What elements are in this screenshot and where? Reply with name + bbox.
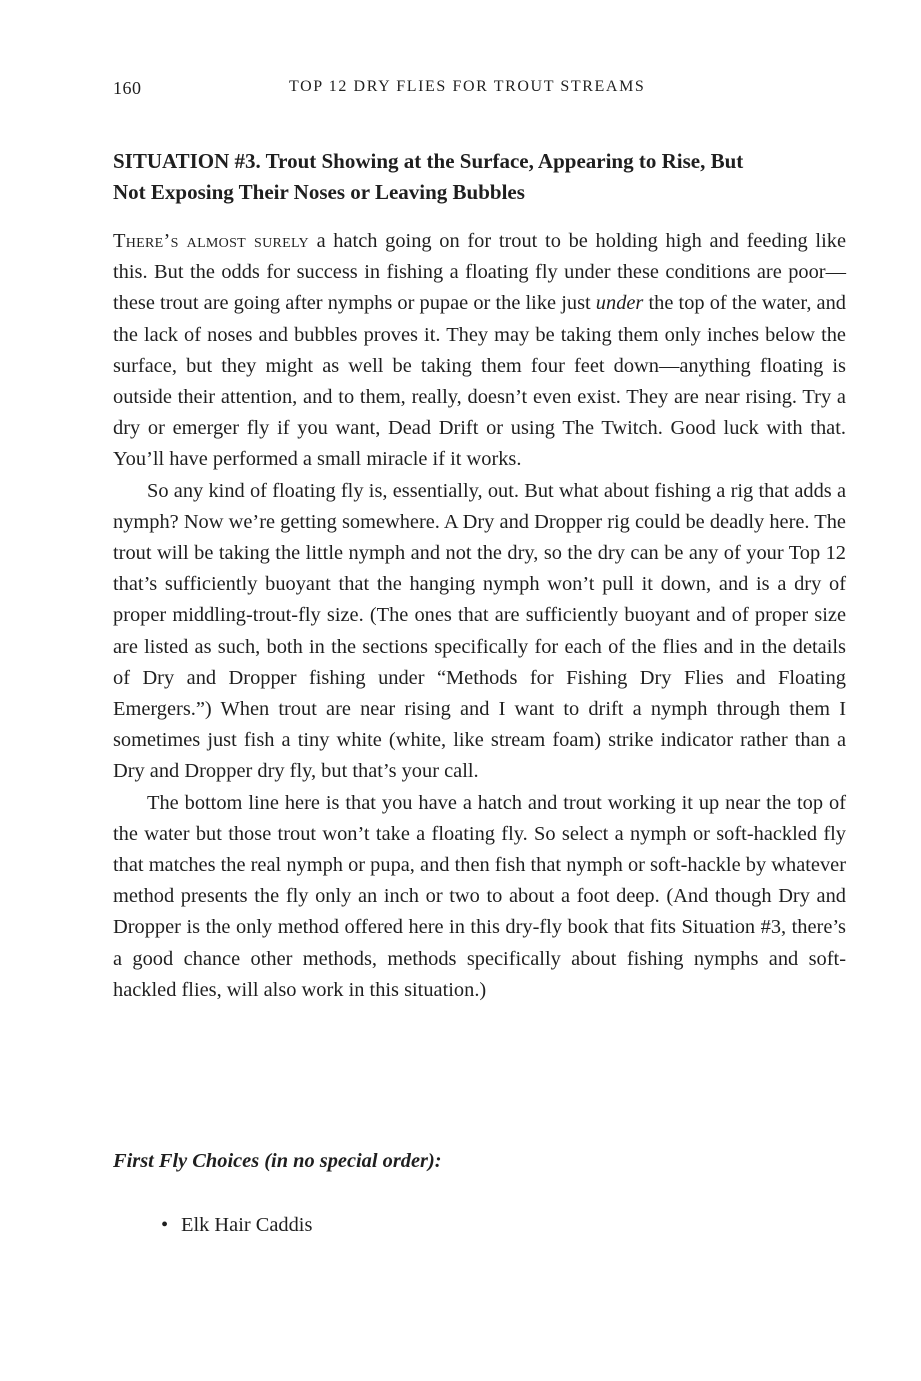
list-item	[113, 1210, 312, 1240]
paragraph-2: So any kind of floating fly is, essentially, out. But what about fishing a rig that adds a nymph? Now we’re getting somewhere. A Dry and Dropper rig could be deadly here. The trout will be taking the little nymph and not the dry, so the dry can be any of your Top 12 that’s sufficiently buoyant that the hanging nymph won’t pull it down, and is a dry of proper middling-trout-fly size. (The ones that are sufficiently buoyant and of proper size are listed as such, both in the sections specifically for each of the flies and in the details of Dry and Dropper fishing under “Methods for Fishing Dry Flies and Floating Emergers.”) When trout are near rising and I want to drift a nymph through them I sometimes just fish a tiny white (white, like stream foam) strike indicator rather than a Dry and Dropper dry fly, but that’s your call.	[113, 479, 846, 783]
first-fly-choices-heading: First Fly Choices (in no special order):	[113, 1150, 442, 1172]
section-heading-line-1: SITUATION #3. Trout Showing at the Surface, Appearing to Rise, But	[113, 149, 744, 173]
bullet-icon: •	[161, 1214, 169, 1236]
section-heading-line-2: Not Exposing Their Noses or Leaving Bubbles	[113, 180, 525, 204]
paragraph-1-part-a: a hatch going on for trout to be holding high and feeding like this. But the odds for success in fishing a floating fly under these conditions are poor—these trout are going after nymphs or pupae or the like just	[113, 230, 846, 315]
section-heading	[113, 146, 846, 208]
paragraph-1	[113, 226, 846, 476]
running-head	[113, 78, 846, 100]
paragraph-1-emphasis: under	[595, 292, 644, 315]
paragraph-1-lead-in: There’s almost surely	[113, 230, 309, 252]
paragraph-1-part-b: the top of the water, and the lack of noses and bubbles proves it. They may be taking them only inches below the surface, but they might as well be taking them four feet down—anything floating is outside their attention, and to them, really, doesn’t even exist. They are near rising. Try a dry or emerger fly if you want, Dead Drift or using The Twitch. Good luck with that. You’ll have performed a small miracle if it works.	[113, 292, 846, 471]
body-text	[113, 226, 846, 1006]
running-title: TOP 12 DRY FLIES FOR TROUT STREAMS	[289, 78, 646, 95]
page-number: 160	[113, 78, 142, 98]
paragraph-3: The bottom line here is that you have a hatch and trout working it up near the top of the water but those trout won’t take a floating fly. So select a nymph or soft-hackled fly that matches the real nymph or pupa, and then fish that nymph or soft-hackle by whatever method presents the fly only an inch or two to about a foot deep. (And though Dry and Dropper is the only method offered here in this dry-fly book that fits Situation #3, there’s a good chance other methods, methods specifically about fishing nymphs and soft-hackled flies, will also work in this situation.)	[113, 791, 846, 1001]
list-item-label: Elk Hair Caddis	[181, 1214, 313, 1236]
fly-choices-list	[113, 1210, 312, 1240]
